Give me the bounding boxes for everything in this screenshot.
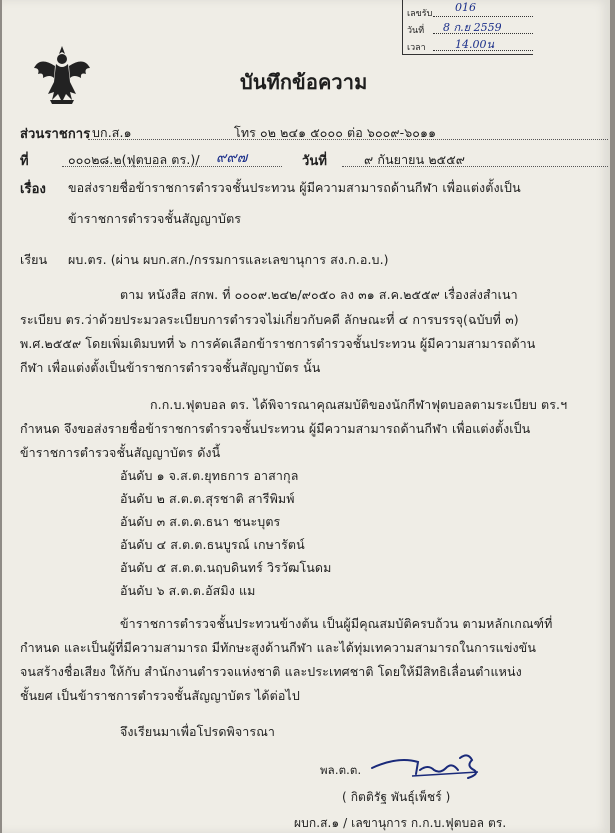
paragraph-3-line: ชั้นยศ เป็นข้าราชการตำรวจชั้นสัญญาบัตร ได้ต่อไป xyxy=(20,688,300,703)
rank-item: อันดับ ๑ จ.ส.ต.ยุทธการ อาสากุล xyxy=(120,468,299,483)
signer-position: ผบก.ส.๑ / เลขานุการ ก.ก.บ.ฟุตบอล ตร. xyxy=(294,816,507,830)
paragraph-1-line: ระเบียบ ตร.ว่าด้วยประมวลระเบียบการตำรวจไม่เกี่ยวกับคดี ลักษณะที่ ๔ การบรรจุ(ฉบับที่ ๓) xyxy=(20,312,519,327)
paragraph-2-line: กำหนด จึงขอส่งรายชื่อข้าราชการตำรวจชั้นประทวน ผู้มีความสามารถด้านกีฬา เพื่อแต่งตั้งเป็น xyxy=(20,421,531,436)
stamp-time-label: เวลา xyxy=(407,43,426,53)
date-label: วันที่ xyxy=(302,154,328,169)
dotted-line xyxy=(342,166,608,167)
rank-item: อันดับ ๖ ส.ต.ต.อัสมิง แม xyxy=(120,583,256,598)
dotted-line xyxy=(62,166,282,167)
rank-item: อันดับ ๒ ส.ต.ต.สุรชาติ สารีพิมพ์ xyxy=(120,491,295,506)
paragraph-3-line: ข้าราชการตำรวจชั้นประทวนข้างต้น เป็นผู้มีคุณสมบัติครบถ้วน ตามหลักเกณฑ์ที่ xyxy=(120,616,553,631)
paragraph-1-line: กีฬา เพื่อแต่งตั้งเป็นข้าราชการตำรวจชั้นสัญญาบัตร นั้น xyxy=(20,360,321,375)
stamp-number-label: เลขรับ xyxy=(407,9,433,19)
garuda-emblem-icon xyxy=(30,42,94,108)
signer-name: ( กิตติรัฐ พันธุ์เพ็ชร์ ) xyxy=(342,790,451,804)
stamp-line xyxy=(433,16,533,17)
paragraph-3-line: กำหนด และเป็นผู้ที่มีความสามารถ มีทักษะสูงด้านกีฬา และได้ทุ่มเทความสามารถในการแข่งขัน xyxy=(20,640,536,655)
stamp-number-value: 016 xyxy=(455,1,476,14)
stamp-time-value: 14.00น xyxy=(455,38,495,51)
rank-item: อันดับ ๓ ส.ต.ต.ธนา ชนะบุตร xyxy=(120,514,281,529)
paragraph-1-line: พ.ศ.๒๕๕๙ โดยเพิ่มเติมบทที่ ๖ การคัดเลือกข้าราชการตำรวจชั้นประทวน ผู้มีความสามารถด้าน xyxy=(20,336,536,351)
signer-rank: พล.ต.ต. xyxy=(320,763,362,777)
rank-item: อันดับ ๕ ส.ต.ต.นฤบดินทร์ วิรวัฒโนดม xyxy=(120,560,332,575)
phone-number: โทร ๐๒ ๒๔๑ ๕๐๐๐ ต่อ ๖๐๐๙-๖๐๑๑ xyxy=(234,125,437,140)
reference-value: ๐๐๐๒๘.๒(ฟุตบอล ตร.)/ xyxy=(68,152,200,167)
agency-value: บก.ส.๑ xyxy=(92,125,132,140)
rank-item: อันดับ ๔ ส.ต.ต.ธนบูรณ์ เกษารัตน์ xyxy=(120,537,305,552)
date-value: ๙ กันยายน ๒๕๕๙ xyxy=(364,152,466,167)
to-value: ผบ.ตร. (ผ่าน ผบก.สก./กรรมการและเลขานุการ สง.ก.อ.บ.) xyxy=(68,252,389,267)
agency-label: ส่วนราชการ xyxy=(20,127,91,142)
stamp-date-value: 8 ก.ย 2559 xyxy=(443,21,502,34)
memo-page xyxy=(2,0,610,833)
paragraph-2-line: ข้าราชการตำรวจชั้นสัญญาบัตร ดังนี้ xyxy=(20,445,221,460)
memo-title: บันทึกข้อความ xyxy=(240,70,368,94)
stamp-date-label: วันที่ xyxy=(407,26,425,36)
subject-label: เรื่อง xyxy=(20,182,46,197)
subject-line-1: ขอส่งรายชื่อข้าราชการตำรวจชั้นประทวน ผู้มีความสามารถด้านกีฬา เพื่อแต่งตั้งเป็น xyxy=(68,180,521,195)
signature-mark-icon xyxy=(368,748,488,784)
paragraph-3-line: จนสร้างชื่อเสียง ให้กับ สำนักงานตำรวจแห่งชาติ และประเทศชาติ โดยให้มีสิทธิเลื่อนตำแหน่ง xyxy=(20,664,522,679)
receipt-stamp xyxy=(402,0,533,55)
reference-number: ๙๙๗ xyxy=(216,150,248,166)
to-label: เรียน xyxy=(20,252,48,267)
subject-line-2: ข้าราชการตำรวจชั้นสัญญาบัตร xyxy=(68,211,242,226)
closing-line: จึงเรียนมาเพื่อโปรดพิจารณา xyxy=(120,724,276,739)
reference-label: ที่ xyxy=(20,154,29,169)
paragraph-1-line: ตาม หนังสือ สกพ. ที่ ๐๐๐๙.๒๔๒/๙๐๕๐ ลง ๓๑ ส.ค.๒๕๕๙ เรื่องส่งสำเนา xyxy=(120,287,518,302)
paragraph-2-line: ก.ก.บ.ฟุตบอล ตร. ได้พิจารณาคุณสมบัติของนักกีฬาฟุตบอลตามระเบียบ ตร.ฯ xyxy=(150,397,568,412)
